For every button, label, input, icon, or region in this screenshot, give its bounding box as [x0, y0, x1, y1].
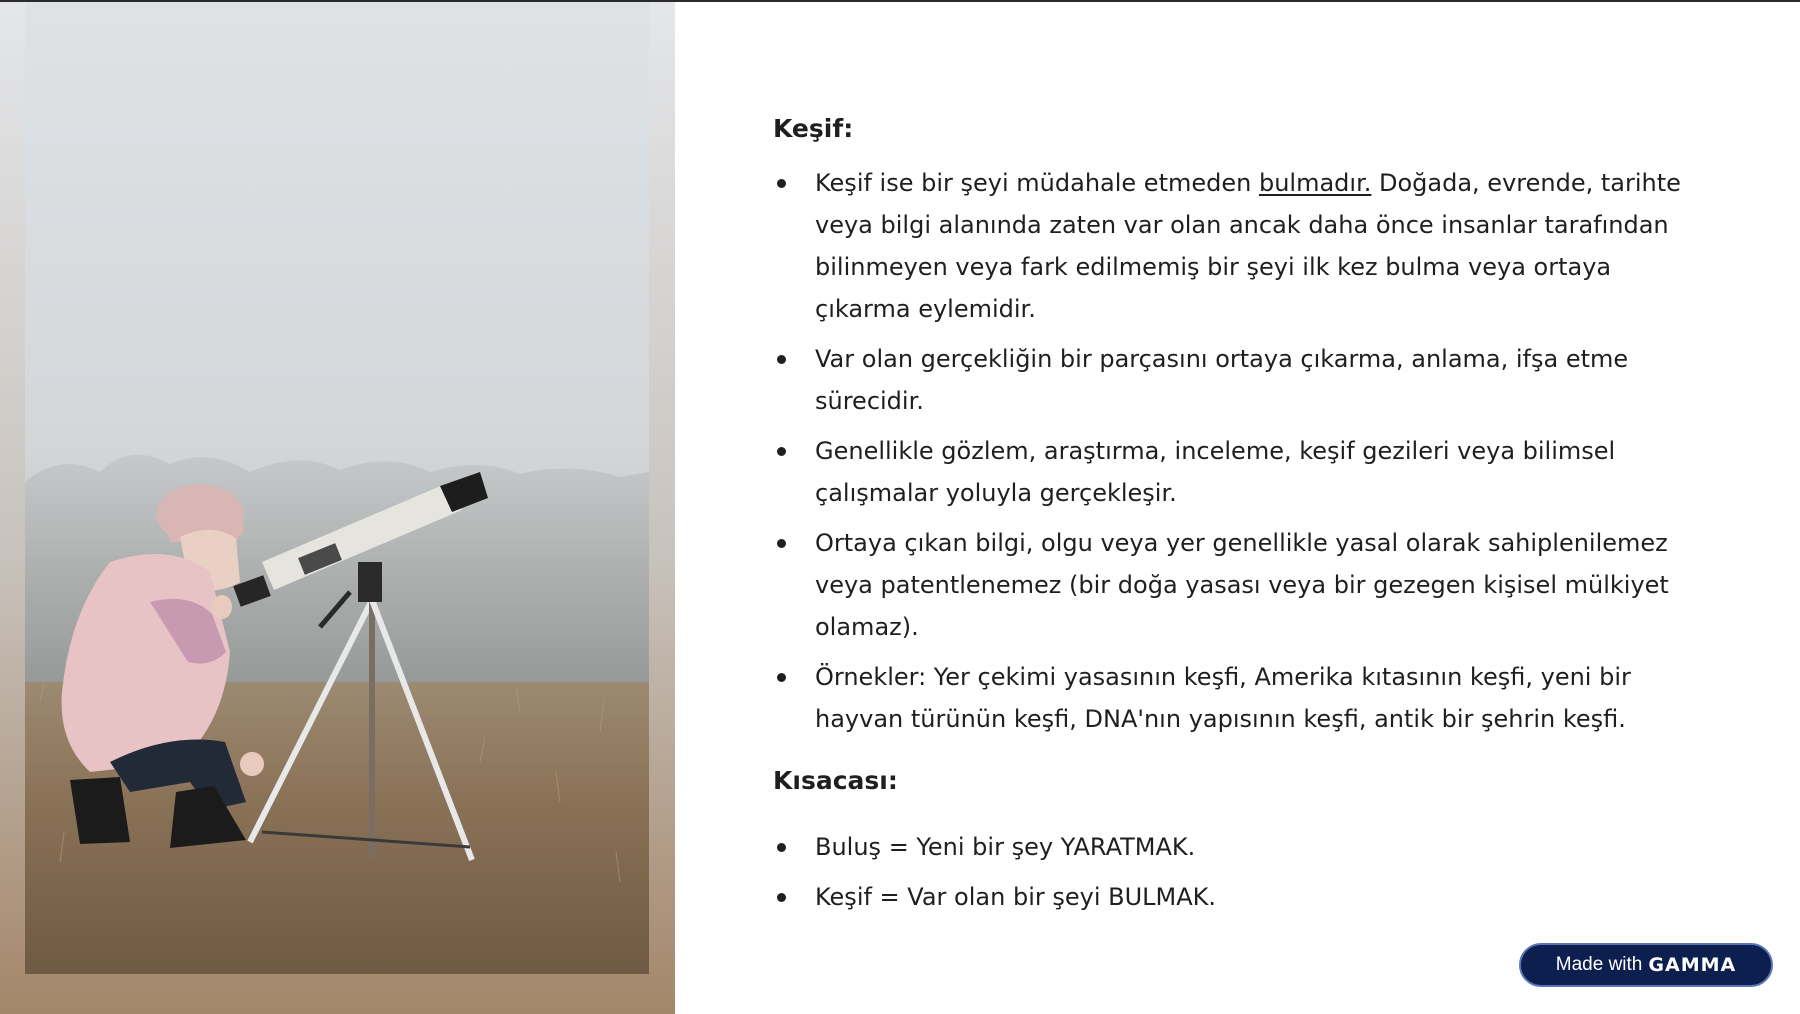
- made-with-gamma-badge[interactable]: [1519, 943, 1773, 987]
- list-item-text: Buluş = Yeni bir şey YARATMAK.: [815, 833, 1196, 861]
- list-item: [773, 522, 1713, 648]
- child-with-telescope-photo: [0, 2, 675, 1014]
- list-item-text-post: Doğada, evrende, tarihte veya bilgi alanında zaten var olan ancak daha önce insanlar tarafından bilinmeyen veya fark edilmemiş bir şeyi ilk kez bulma veya ortaya çıkarma eylemidir.: [815, 169, 1681, 323]
- bullet-dot-icon: [777, 539, 786, 548]
- list-item-text: Örnekler: Yer çekimi yasasının keşfi, Amerika kıtasının keşfi, yeni bir hayvan türünün keşfi, DNA'nın yapısının keşfi, antik bir şehrin keşfi.: [815, 663, 1631, 733]
- gamma-logo: GAMMA: [1648, 954, 1737, 976]
- list-item: [773, 876, 1713, 918]
- list-item: [773, 162, 1713, 330]
- main-content: [773, 112, 1713, 926]
- list-item: [773, 430, 1713, 514]
- section-heading-kesif: Keşif:: [773, 114, 854, 143]
- summary-bullet-list: [773, 826, 1713, 918]
- list-item: [773, 656, 1713, 740]
- list-item-text: Ortaya çıkan bilgi, olgu veya yer genellikle yasal olarak sahiplenilemez veya patentlenemez (bir doğa yasası veya bir gezegen kişisel mülkiyet olamaz).: [815, 529, 1669, 641]
- bullet-dot-icon: [777, 355, 786, 364]
- list-item: [773, 826, 1713, 868]
- list-item-text: Genellikle gözlem, araştırma, inceleme, keşif gezileri veya bilimsel çalışmalar yoluyla gerçekleşir.: [815, 437, 1616, 507]
- bullet-dot-icon: [777, 447, 786, 456]
- section-heading-kisacasi: Kısacası:: [773, 766, 898, 795]
- kesif-bullet-list: [773, 162, 1713, 740]
- bullet-dot-icon: [777, 179, 786, 188]
- underlined-link-text: bulmadır.: [1258, 169, 1372, 197]
- bullet-dot-icon: [777, 893, 786, 902]
- list-item: [773, 338, 1713, 422]
- list-item-text: Var olan gerçekliğin bir parçasını ortaya çıkarma, anlama, ifşa etme sürecidir.: [815, 345, 1629, 415]
- badge-prefix: Made with: [1555, 954, 1643, 975]
- bullet-dot-icon: [777, 843, 786, 852]
- list-item-text-pre: Keşif ise bir şeyi müdahale etmeden: [815, 169, 1259, 197]
- bullet-dot-icon: [777, 673, 786, 682]
- list-item-text: Keşif = Var olan bir şeyi BULMAK.: [815, 883, 1217, 911]
